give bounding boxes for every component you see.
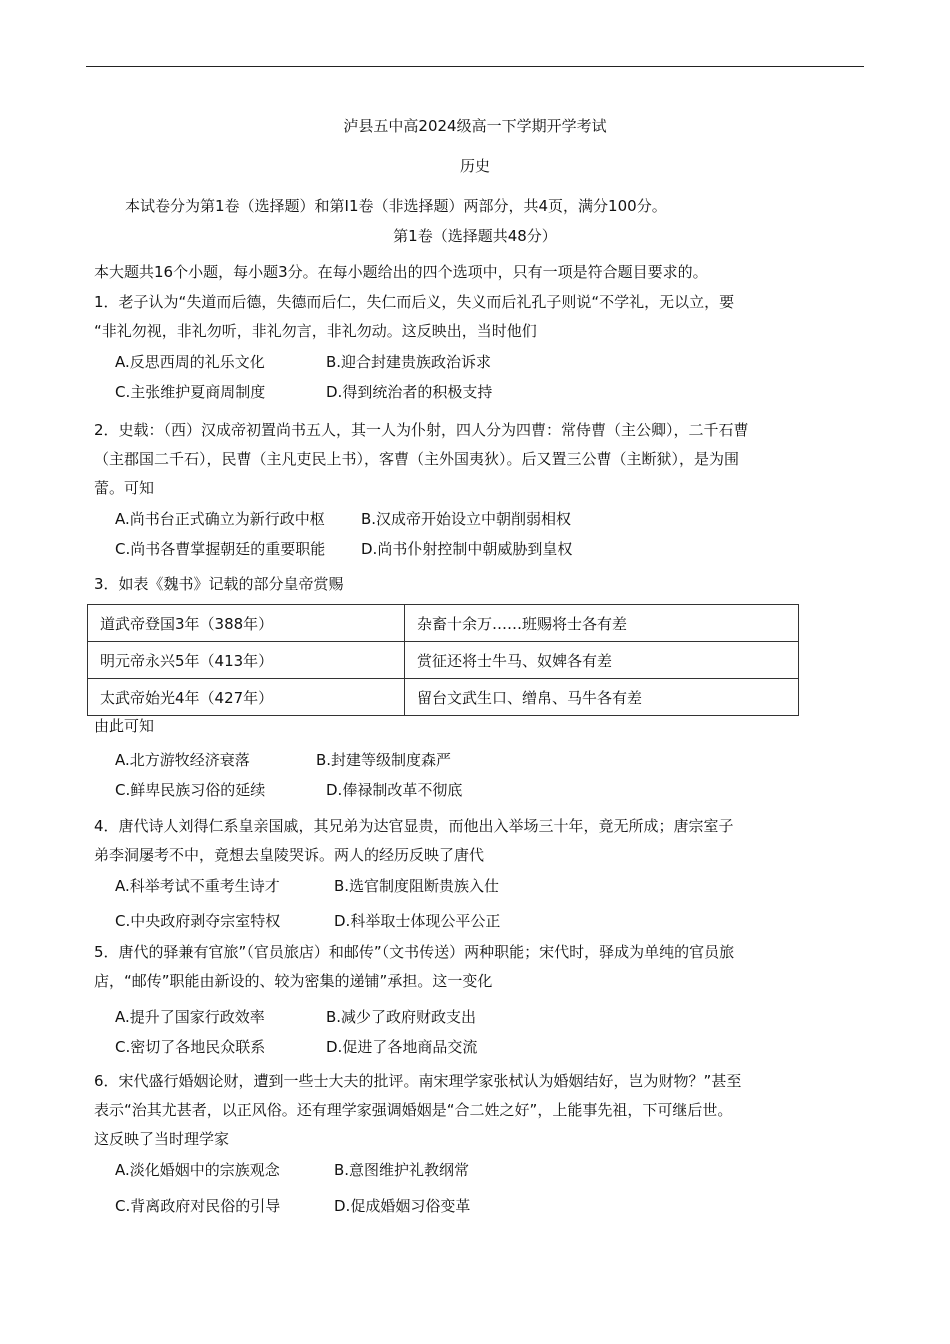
question-6-option-c: C.背离政府对民俗的引导 xyxy=(115,1197,281,1215)
question-6-option-d: D.促成婚姻习俗变革 xyxy=(334,1197,471,1215)
question-2-option-a: A.尚书台正式确立为新行政中枢 xyxy=(115,510,325,528)
question-2-stem-line-2: （主郡国二千石），民曹（主凡吏民上书），客曹（主外国夷狄）。后又置三公曹（主断狱），是为围 xyxy=(94,450,740,468)
section-instruction: 本大题共16个小题，每小题3分。在每小题给出的四个选项中，只有一项是符合题目要求的。 xyxy=(94,263,708,281)
table-cell-emperor: 明元帝永兴5年（413年） xyxy=(88,642,405,679)
question-1-stem-line-1: 1．老子认为“失道而后德，失德而后仁，失仁而后义，失义而后礼孔子则说“不学礼，无以立，要 xyxy=(94,293,735,311)
question-4-option-d: D.科举取士体现公平公正 xyxy=(334,912,501,930)
question-6-stem-line-3: 这反映了当时理学家 xyxy=(94,1130,230,1148)
header-rule xyxy=(86,66,864,67)
table-cell-emperor: 道武帝登国3年（388年） xyxy=(88,605,405,642)
question-4-stem-line-2: 弟李洞屡考不中，竟想去皇陵哭诉。两人的经历反映了唐代 xyxy=(94,846,485,864)
question-2-stem-line-1: 2．史载：（西）汉成帝初置尚书五人，其一人为仆射，四人分为四曹：常侍曹（主公卿），二千石曹 xyxy=(94,421,749,439)
question-5-option-a: A.提升了国家行政效率 xyxy=(115,1008,265,1026)
question-3-after-text: 由此可知 xyxy=(94,717,155,735)
question-1-option-a: A.反思西周的礼乐文化 xyxy=(115,353,265,371)
question-6-option-a: A.淡化婚姻中的宗族观念 xyxy=(115,1161,280,1179)
question-1-option-b: B.迎合封建贵族政治诉求 xyxy=(326,353,492,371)
question-4-option-c: C.中央政府剥夺宗室特权 xyxy=(115,912,281,930)
question-3-option-a: A.北方游牧经济衰落 xyxy=(115,751,250,769)
table-cell-reward: 杂畜十余万……班赐将士各有差 xyxy=(405,605,799,642)
question-1-option-d: D.得到统治者的积极支持 xyxy=(326,383,493,401)
question-6-stem-line-2: 表示“治其尤甚者，以正风俗。还有理学家强调婚姻是“合二姓之好”，上能事先祖，下可继后世。 xyxy=(94,1101,733,1119)
question-6-option-b: B.意图维护礼教纲常 xyxy=(334,1161,470,1179)
question-5-option-c: C.密切了各地民众联系 xyxy=(115,1038,266,1056)
question-6-stem-line-1: 6．宋代盛行婚姻论财，遭到一些士大夫的批评。南宋理学家张栻认为婚姻结好，岂为财物？”甚至 xyxy=(94,1072,742,1090)
table-cell-reward: 留台文武生口、缯帛、马牛各有差 xyxy=(405,679,799,716)
question-4-option-a: A.科举考试不重考生诗才 xyxy=(115,877,280,895)
question-5-option-d: D.促进了各地商品交流 xyxy=(326,1038,478,1056)
question-5-stem-line-2: 店，“邮传”职能由新设的、较为密集的递铺”承担。这一变化 xyxy=(94,972,493,990)
exam-intro: 本试卷分为第1卷（选择题）和第I1卷（非选择题）两部分，共4页，满分100分。 xyxy=(125,197,667,215)
subject-title: 历史 xyxy=(459,157,490,175)
question-3-table xyxy=(87,604,799,716)
question-4-stem-line-1: 4．唐代诗人刘得仁系皇亲国戚，其兄弟为达官显贵，而他出入举场三十年，竟无所成；唐宗室子 xyxy=(94,817,734,835)
question-2-stem-line-3: 蕾。可知 xyxy=(94,479,155,497)
table-row xyxy=(88,642,799,679)
table-cell-emperor: 太武帝始光4年（427年） xyxy=(88,679,405,716)
question-1-stem-line-2: “非礼勿视，非礼勿听，非礼勿言，非礼勿动。这反映出，当时他们 xyxy=(94,322,537,340)
question-4-option-b: B.选官制度阻断贵族入仕 xyxy=(334,877,500,895)
question-3-stem: 3．如表《魏书》记载的部分皇帝赏赐 xyxy=(94,575,344,593)
question-5-stem-line-1: 5．唐代的驿兼有官旅”（官员旅店）和邮传”（文书传送）两种职能；宋代时，驿成为单纯的官员旅 xyxy=(94,943,735,961)
exam-title: 泸县五中高2024级高一下学期开学考试 xyxy=(343,117,607,135)
question-1-option-c: C.主张维护夏商周制度 xyxy=(115,383,266,401)
question-2-option-b: B.汉成帝开始设立中朝削弱相权 xyxy=(361,510,572,528)
question-5-option-b: B.减少了政府财政支出 xyxy=(326,1008,477,1026)
table-row xyxy=(88,605,799,642)
table-cell-reward: 赏征还将士牛马、奴婢各有差 xyxy=(405,642,799,679)
question-3-option-d: D.俸禄制改革不彻底 xyxy=(326,781,463,799)
question-2-option-d: D.尚书仆射控制中朝威胁到皇权 xyxy=(361,540,573,558)
table-row xyxy=(88,679,799,716)
question-3-option-b: B.封建等级制度森严 xyxy=(316,751,452,769)
section-title: 第1卷（选择题共48分） xyxy=(393,227,557,245)
question-3-option-c: C.鲜卑民族习俗的延续 xyxy=(115,781,266,799)
question-2-option-c: C.尚书各曹掌握朝廷的重要职能 xyxy=(115,540,326,558)
